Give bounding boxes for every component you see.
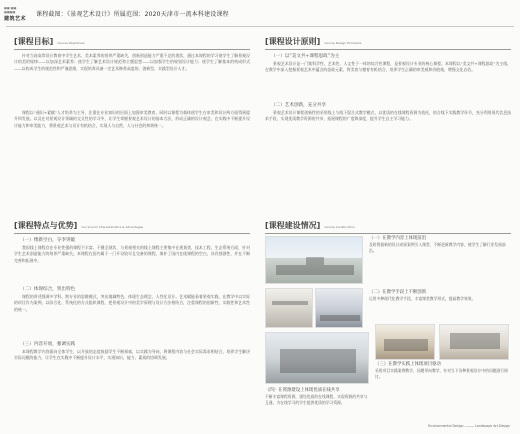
features-en: Curriculum Characteristics & Advantages — [81, 225, 144, 229]
features-title: [课程特点与优势] — [14, 221, 78, 230]
feature-3-title: （三）内容开放，强调实践 — [20, 342, 76, 347]
classroom-photo-2 — [315, 288, 363, 328]
design-section — [265, 36, 511, 154]
design-2-title: （二）艺术创新，充分共享 — [271, 103, 327, 108]
design-2-text: 景观艺术设计课程创新性的采用线上与线下混合式教学模式，以优质的在线课程资源为依托，结合线下实践教学环节，充分利用现代信息技术手段，实现优质教学资源的共享，拓展课程的广度和深度，提升学生自主学习能力。 — [265, 110, 511, 122]
design-heading — [265, 36, 511, 47]
left-column — [14, 36, 250, 414]
build-1-title: （一）在教学内容上体现前沿 — [369, 236, 427, 241]
build-1 — [369, 236, 509, 254]
logo-name: 建筑艺术 — [4, 16, 27, 22]
objective-rule — [14, 49, 250, 50]
design-title: [课程设计原则] — [265, 37, 321, 46]
campus-photo — [265, 236, 363, 284]
school-logo — [4, 6, 34, 25]
logo-seal: ▦▦ ▦▦ ▦▦▦▦ — [4, 6, 17, 14]
build-en: Course Construction — [324, 225, 355, 229]
features-section — [14, 220, 250, 387]
build-title: [课程建设情况] — [265, 221, 321, 230]
feature-2-text: 课程的讲述强调多学科、跨专业的思维模式，突出地域特色，体现生态理念，人性化设计。艺术赋能看着景观实践，在教学中以实际的项目作为案例，以综合化、系统化的方式组织课程，把景观设计中的美学原理与设计方法相结合，注重课程的创新性、实践性和艺术性的统一。 — [14, 294, 250, 312]
objective-para-2: 课程以“通识+素赋”人才培养为主导，注重在专业知识的层面上加强审美教育，同时以课程为载体使学生在审美和设计两方面得到提升和发展。以及在对景观设计领域的交叉性的学习中，让学生掌握景观艺术设计的基本方法，形成正确的设计观念，在实践中不断提升设计能力和审美能力，将景观艺术与设计有机结合，实现人与自然、人与社会的和谐统一。 — [14, 110, 250, 128]
design-1-title: （一）以“美文共+课程思政”为主 — [271, 54, 340, 59]
objective-section — [14, 36, 250, 192]
build-2-text: 运用多种现代化教学手段，丰富课堂教学形式，提高教学效果。 — [369, 296, 476, 301]
feature-2-title: （二）体现综合，突出特色 — [20, 287, 76, 292]
design-rule — [265, 49, 511, 50]
build-section — [265, 220, 511, 430]
workshop-photo — [375, 324, 435, 360]
build-3 — [375, 362, 509, 380]
footer-label: Environmental Design ——— Landscape Art Design — [428, 424, 510, 428]
build-heading — [265, 220, 511, 231]
design-1-text: 景观艺术设计是一门集科学性、艺术性、人文性于一体的综合性课程，是景观设计专业的核心课程。本课程以“美文共+课程思政”为主线，在教学中深入挖掘景观艺术中蕴含的思政元素，将美育与德育有机结合，培养学生正确的审美观和价值观，增强文化自信。 — [265, 61, 511, 73]
build-3-text: 采用项目实践案例教学，问题导向教学，针对当下各种景观设计中的问题进行探讨。 — [375, 368, 508, 379]
features-heading — [14, 220, 250, 231]
build-3-title: （三）在教学实践上体现项目驱动 — [375, 362, 441, 367]
building-photo — [265, 332, 369, 384]
objective-para-1: 针对当前高等设计教育中学生艺术、美术素养的培养严重缺失，创新创造能力严重不足的现状，通过本课程的学习使学生了解景观设计的美的规律——以加深艺术素养；使学生了解艺术设计规范和主题思想——以加强学生的规划设计能力；使学生了解基本的构成形式——以构成学生的规范性和严谨思维，实现培养具备一定艺术修养高度的、创新型、实践型设计人才。 — [14, 53, 250, 71]
build-4-text: 不断丰富课程资源，建设优质的在线课程，实现资源的共享与互通，为在线学习的学生提供优质的学习资源。 — [265, 394, 368, 405]
page-title: 课程截图：《景观艺术设计》所属范围：2020天津市一流本科建设课程 — [36, 11, 229, 18]
objective-en: Course Objectives — [57, 41, 85, 45]
logo-sub: · · · · — [4, 22, 10, 25]
classroom-photo-1 — [265, 288, 313, 328]
build-2-title: （二）在教学手段上不断创新 — [369, 290, 427, 295]
build-rule — [265, 233, 511, 234]
header-divider — [6, 26, 514, 27]
build-4-title: （四）在资源建设上体现优质在线共享 — [265, 388, 340, 393]
features-rule — [14, 233, 250, 234]
feature-1-title: （一）缕新空白，夺李突破 — [20, 238, 76, 243]
objective-heading — [14, 36, 250, 47]
objective-title: [课程目标] — [14, 37, 54, 46]
build-4 — [265, 388, 369, 406]
feature-3-text: 本课程教学内容面向全体学生，以开放的态度鼓励学生不断探索，以实践为导向，将课程内容与社会实际需求相结合，培养学生解决实际问题的能力，让学生在实践中不断提升设计水平，实现知识、能力、素质的协调发展。 — [14, 349, 250, 361]
feature-1-text: 我国线上课程存在专业性强的课程不丰富、不健全现状，与景观相关的线上课程主要集中在规划类、技术工程、生态系统方面，针对学生艺术创造能力的培养严重缺失。本课程在国内属于一门开设较早且完备的课程，填补了国内在线课程的空白，具有独创性，并在不断完善和拓展中。 — [14, 245, 250, 263]
right-column — [265, 36, 511, 414]
build-1-text: 及时将最新的设计成果案例引入课堂，不断更新教学内容，使学生了解行业发展前沿。 — [369, 242, 506, 253]
design-en: Course Design Principles — [324, 41, 362, 45]
build-2 — [369, 290, 509, 302]
exhibition-photo — [439, 324, 509, 360]
